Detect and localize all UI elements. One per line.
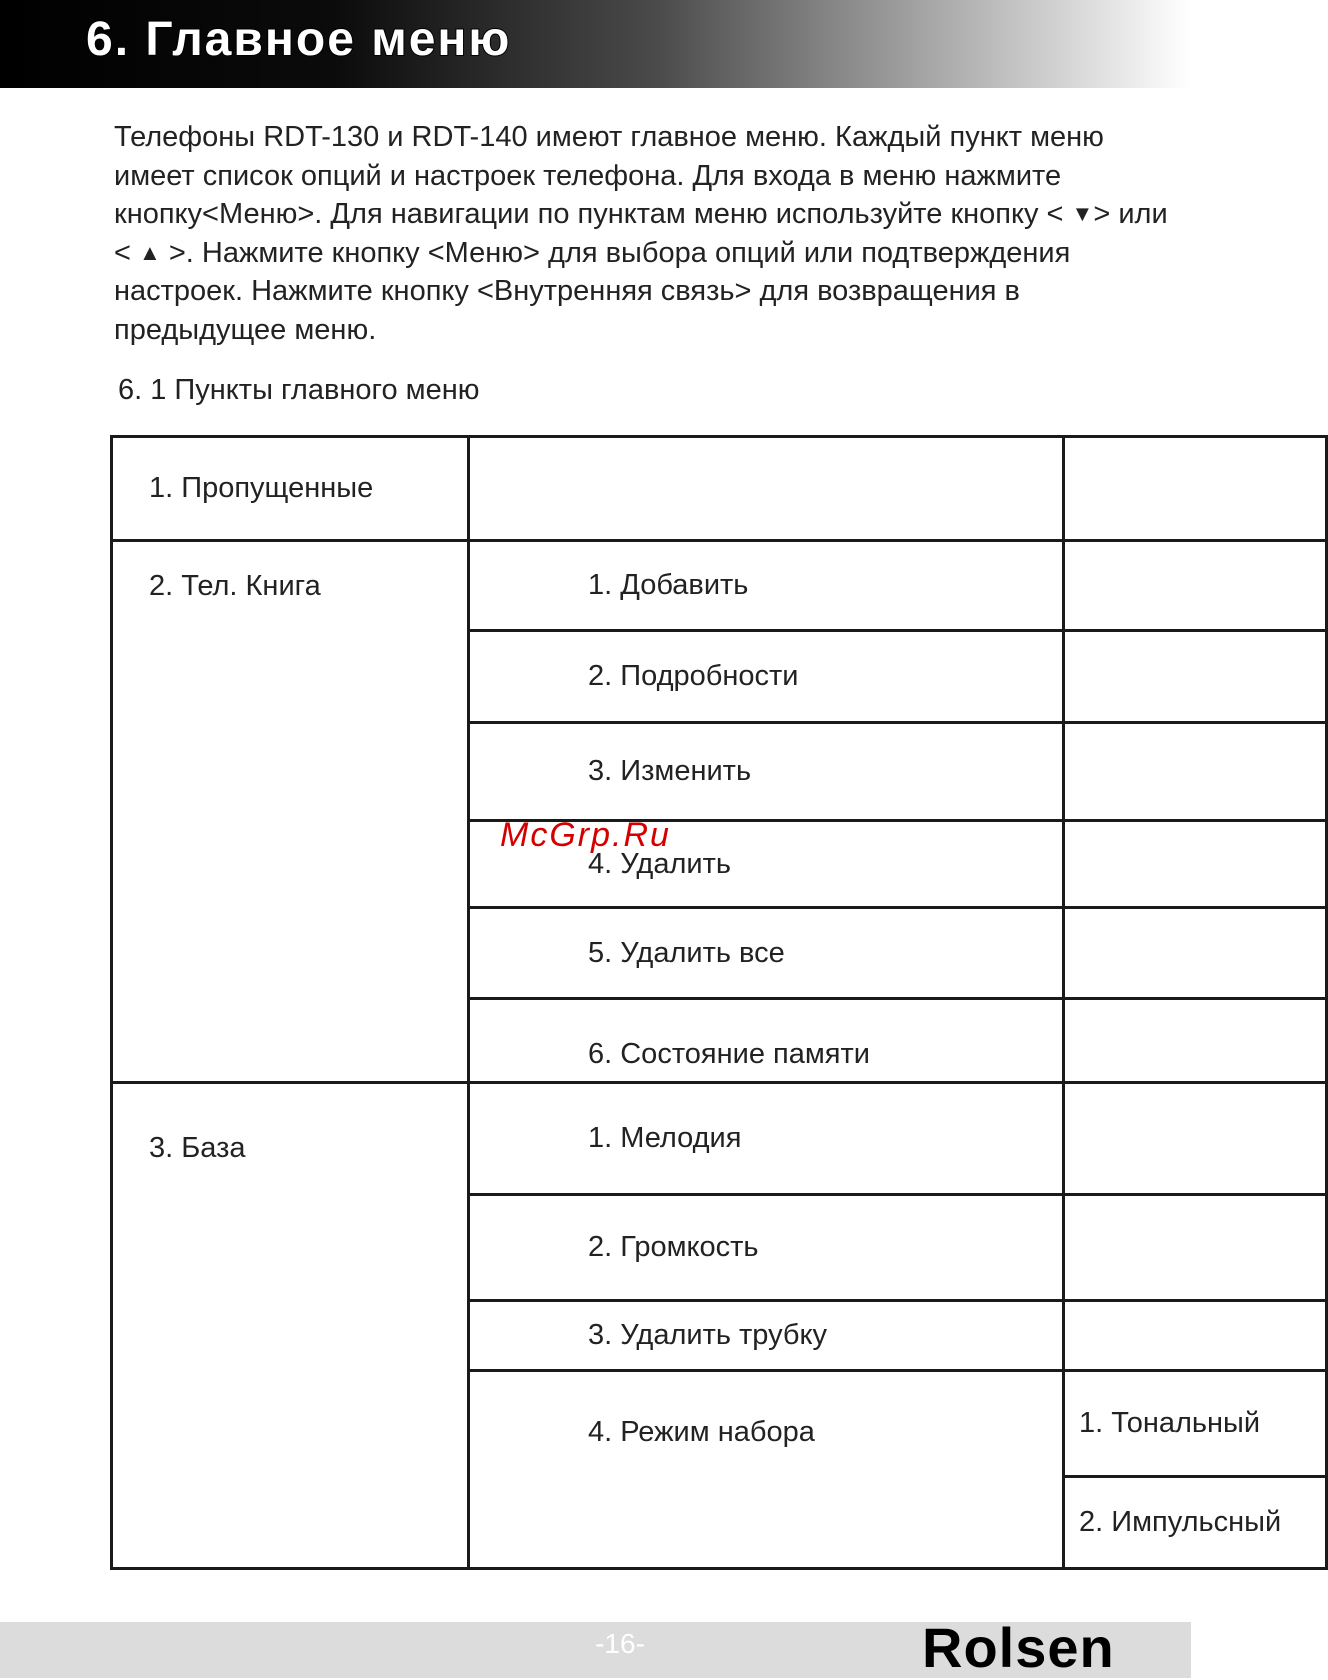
empty-cell: [1064, 908, 1327, 999]
empty-cell: [1064, 1195, 1327, 1301]
menu-item-base: 3. База: [112, 1083, 469, 1569]
table-row: [112, 437, 1327, 541]
page-title: 6. Главное меню: [86, 13, 512, 66]
empty-cell: [1064, 999, 1327, 1083]
submenu-item: 5. Удалить все: [469, 908, 1064, 999]
empty-cell: [469, 437, 1064, 541]
main-menu-table: [110, 435, 1328, 1570]
empty-cell: [1064, 821, 1327, 908]
section-title: 6. 1 Пункты главного меню: [118, 374, 480, 406]
watermark: McGrp.Ru: [500, 816, 671, 854]
submenu-item: 3. Изменить: [469, 723, 1064, 821]
empty-cell: [1064, 1083, 1327, 1195]
submenu-item: 3. Удалить трубку: [469, 1301, 1064, 1371]
empty-cell: [1064, 723, 1327, 821]
submenu-item: 1. Мелодия: [469, 1083, 1064, 1195]
intro-text-1: Телефоны RDT-130 и RDT-140 имеют главное меню. Каждый пункт меню имеет список опций и настроек телефона. Для входа в меню нажмите кнопку<Меню>. Для навигации по пунктам меню используйте кнопку <: [114, 121, 1104, 230]
table-row: [112, 541, 1327, 631]
submenu-item: 4. Удалить: [469, 821, 1064, 908]
menu-item-missed: 1. Пропущенные: [112, 437, 469, 541]
submenu-item: 1. Добавить: [469, 541, 1064, 631]
intro-text-2: > или <: [114, 198, 1168, 269]
table-row: [112, 1083, 1327, 1195]
dial-mode-option: 1. Тональный: [1064, 1371, 1327, 1477]
submenu-item: 6. Состояние памяти: [469, 999, 1064, 1083]
empty-cell: [1064, 1301, 1327, 1371]
empty-cell: [1064, 541, 1327, 631]
empty-cell: [1064, 437, 1327, 541]
down-arrow-icon: ▼: [1071, 201, 1094, 226]
up-arrow-icon: ▲: [139, 239, 161, 265]
page-number: -16-: [595, 1628, 645, 1659]
submenu-item: 4. Режим набора: [469, 1371, 1064, 1569]
menu-item-phonebook: 2. Тел. Книга: [112, 541, 469, 1083]
dial-mode-option: 2. Импульсный: [1064, 1477, 1327, 1569]
submenu-item: 2. Громкость: [469, 1195, 1064, 1301]
submenu-item: 2. Подробности: [469, 631, 1064, 723]
empty-cell: [1064, 631, 1327, 723]
intro-text-3: >. Нажмите кнопку <Меню> для выбора опций или подтверждения настроек. Нажмите кнопку <Внутренняя связь> для возвращения в предыдущее меню.: [114, 236, 1071, 346]
rolsen-logo: Rolsen: [922, 1616, 1115, 1679]
intro-paragraph: [114, 118, 1174, 349]
